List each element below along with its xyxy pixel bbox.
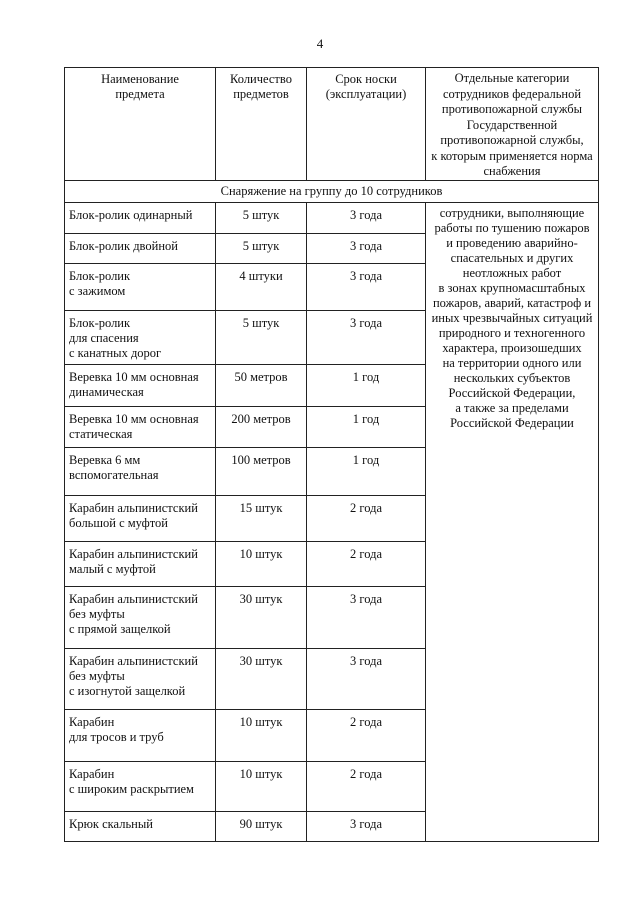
item-name-line: Карабин	[69, 766, 115, 781]
item-name-line: для тросов и труб	[69, 729, 164, 744]
item-name-line: с канатных дорог	[69, 345, 162, 360]
item-name-line: Блок-ролик двойной	[69, 238, 178, 253]
item-term-cell: 2 года	[307, 761, 426, 811]
item-term-cell: 1 год	[307, 447, 426, 495]
item-quantity-cell: 100 метров	[216, 447, 307, 495]
header-term-line: (эксплуатации)	[325, 87, 407, 101]
header-category-line: Государственной	[466, 117, 558, 132]
item-name-line: большой с муфтой	[69, 515, 168, 530]
item-quantity-cell: 4 штуки	[216, 263, 307, 310]
category-cell	[426, 202, 599, 841]
item-quantity-cell: 5 штук	[216, 233, 307, 263]
header-quantity-line: предметов	[233, 87, 289, 101]
table-row	[65, 202, 599, 233]
item-name-line: Веревка 10 мм основная	[69, 411, 199, 426]
item-quantity-cell: 10 штук	[216, 709, 307, 761]
category-line: характера, произошедших	[442, 340, 582, 355]
header-category-line: снабжения	[483, 164, 541, 178]
table-header-row	[65, 68, 599, 181]
item-name-line: с прямой защелкой	[69, 621, 171, 636]
item-name-cell	[65, 495, 216, 541]
item-term-cell: 1 год	[307, 406, 426, 447]
item-name-line: Карабин	[69, 714, 115, 729]
header-name-cell	[65, 68, 216, 181]
item-name-cell	[65, 310, 216, 364]
item-name-cell	[65, 263, 216, 310]
item-name-line: вспомогательная	[69, 467, 159, 482]
item-quantity-cell: 10 штук	[216, 761, 307, 811]
item-name-line: Карабин альпинистский	[69, 653, 198, 668]
item-quantity-cell: 200 метров	[216, 406, 307, 447]
header-quantity-line: Количество	[230, 72, 292, 86]
item-name-line: с изогнутой защелкой	[69, 683, 186, 698]
category-line: нескольких субъектов	[453, 370, 571, 385]
header-category-line: противопожарной службы	[441, 102, 583, 116]
item-name-cell	[65, 447, 216, 495]
item-quantity-cell: 15 штук	[216, 495, 307, 541]
item-name-line: малый с муфтой	[69, 561, 156, 576]
item-name-cell	[65, 811, 216, 841]
header-name-line: Наименование	[101, 72, 179, 86]
item-name-line: Блок-ролик	[69, 315, 131, 330]
item-quantity-cell: 5 штук	[216, 310, 307, 364]
item-name-cell	[65, 202, 216, 233]
item-quantity-cell: 10 штук	[216, 541, 307, 586]
item-name-line: Веревка 10 мм основная	[69, 369, 199, 384]
item-name-line: Карабин альпинистский	[69, 591, 198, 606]
item-term-cell: 3 года	[307, 233, 426, 263]
page-number: 4	[316, 36, 324, 51]
header-category-line: сотрудников федеральной	[442, 86, 582, 101]
header-category-cell	[426, 68, 599, 181]
category-line: иных чрезвычайных ситуаций	[431, 310, 593, 325]
item-name-cell	[65, 761, 216, 811]
category-line: пожаров, аварий, катастроф и	[432, 295, 592, 310]
item-quantity-cell: 5 штук	[216, 202, 307, 233]
category-line: Российской Федерации,	[448, 385, 576, 400]
item-name-line: без муфты	[69, 606, 125, 621]
item-name-line: Карабин альпинистский	[69, 500, 198, 515]
item-term-cell: 2 года	[307, 495, 426, 541]
header-category-line: к которым применяется норма	[431, 148, 593, 163]
item-quantity-cell: 50 метров	[216, 364, 307, 406]
header-category-line: Отдельные категории	[454, 71, 570, 85]
item-name-cell	[65, 648, 216, 709]
category-line: неотложных работ	[462, 265, 562, 280]
item-term-cell: 3 года	[307, 648, 426, 709]
header-name-line: предмета	[115, 87, 165, 101]
item-term-cell: 3 года	[307, 310, 426, 364]
item-quantity-cell: 30 штук	[216, 586, 307, 648]
header-term-cell	[307, 68, 426, 181]
item-name-cell	[65, 586, 216, 648]
item-quantity-cell: 90 штук	[216, 811, 307, 841]
item-name-line: Карабин альпинистский	[69, 546, 198, 561]
category-line: в зонах крупномасштабных	[438, 280, 586, 295]
header-category-line: противопожарной службы,	[440, 133, 584, 147]
category-line: на территории одного или	[442, 355, 582, 370]
item-quantity-cell: 30 штук	[216, 648, 307, 709]
item-term-cell: 3 года	[307, 586, 426, 648]
item-name-line: динамическая	[69, 384, 144, 399]
item-name-cell	[65, 233, 216, 263]
section-row	[65, 180, 599, 202]
category-line: природного и техногенного	[438, 325, 586, 340]
item-name-line: статическая	[69, 426, 133, 441]
item-name-cell	[65, 406, 216, 447]
item-term-cell: 1 год	[307, 364, 426, 406]
item-name-line: с широким раскрытием	[69, 781, 194, 796]
section-title: Снаряжение на группу до 10 сотрудников	[65, 180, 599, 202]
item-name-line: Веревка 6 мм	[69, 452, 141, 467]
header-term-line: Срок носки	[335, 72, 397, 86]
category-line: работы по тушению пожаров	[434, 220, 590, 235]
item-name-line: Блок-ролик	[69, 268, 131, 283]
item-name-line: Блок-ролик одинарный	[69, 207, 193, 222]
category-line: Российской Федерации	[450, 415, 574, 430]
item-term-cell: 3 года	[307, 811, 426, 841]
header-quantity-cell	[216, 68, 307, 181]
item-name-cell	[65, 541, 216, 586]
item-name-cell	[65, 709, 216, 761]
category-line: и проведению аварийно-	[446, 235, 578, 250]
item-name-line: для спасения	[69, 330, 139, 345]
item-name-cell	[65, 364, 216, 406]
item-term-cell: 3 года	[307, 263, 426, 310]
item-term-cell: 3 года	[307, 202, 426, 233]
category-line: сотрудники, выполняющие	[439, 205, 585, 220]
item-name-line: без муфты	[69, 668, 125, 683]
category-line: а также за пределами	[455, 400, 569, 415]
item-name-line: с зажимом	[69, 283, 126, 298]
item-term-cell: 2 года	[307, 541, 426, 586]
item-term-cell: 2 года	[307, 709, 426, 761]
category-line: спасательных и других	[450, 250, 574, 265]
supply-norms-table	[64, 67, 599, 842]
item-name-line: Крюк скальный	[69, 816, 153, 831]
